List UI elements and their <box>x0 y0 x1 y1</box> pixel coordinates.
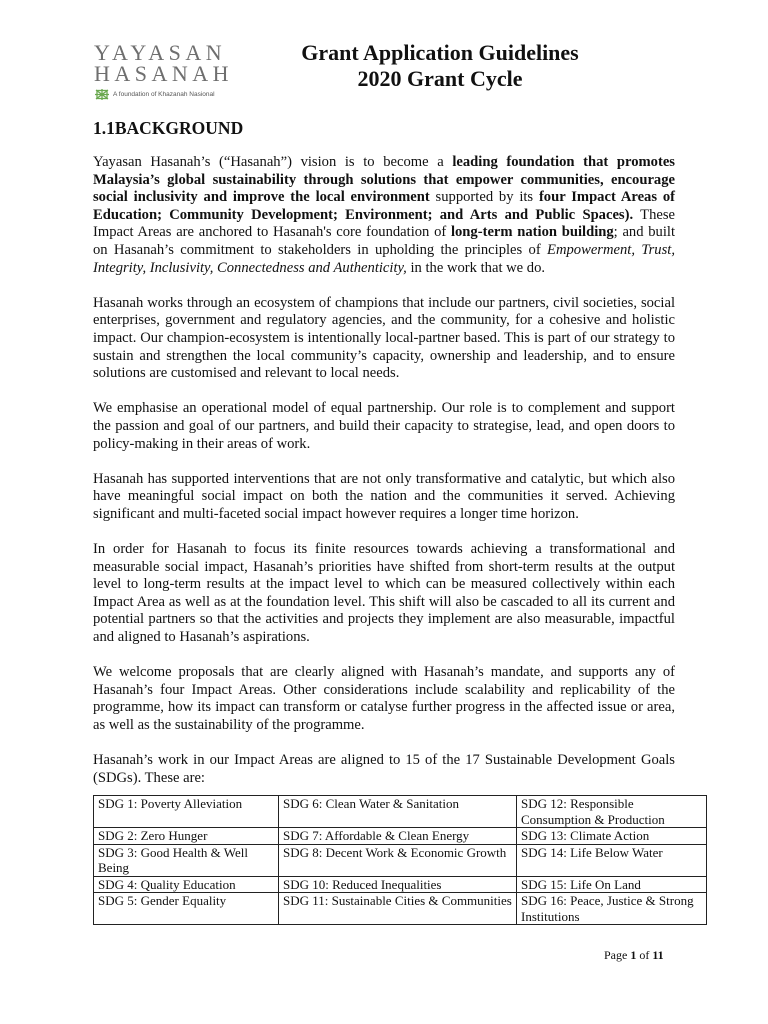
paragraph <box>93 664 675 734</box>
text-segment: We welcome proposals that are clearly aligned with Hasanah’s mandate, and supports any of Hasanah’s four Impact Areas. Other considerations include scalability and replicability of the programme, how its impact can transform or catalyse further progress in the affected issue or area, as well as the sustainability of the programme. <box>93 664 675 733</box>
logo <box>94 42 244 101</box>
text-segment: supported by its <box>429 189 539 206</box>
paragraph <box>93 400 675 453</box>
content-flow <box>93 154 707 925</box>
table-row <box>94 893 707 925</box>
table-row <box>94 844 707 876</box>
text-segment: leading foundation that promotes Malaysia’s global sustainability through solutions that empower communities, encourage social inclusivity and improve the local environment <box>93 154 675 206</box>
paragraph <box>93 471 675 524</box>
sdg-cell: SDG 1: Poverty Alleviation <box>94 796 279 828</box>
text-segment: Hasanah has supported interventions that are not only transformative and catalytic, but which also have meaningful social impact on both the nation and the communities it served. Achieving significant and multi-faceted social impact however requires a longer time horizon. <box>93 470 675 522</box>
table-row <box>94 796 707 828</box>
text-segment: long-term nation building <box>450 224 614 241</box>
sdg-cell: SDG 10: Reduced Inequalities <box>279 876 517 893</box>
text-segment: We emphasise an operational model of equal partnership. Our role is to complement and support the passion and goal of our partners, and build their capacity to strategise, lead, and open doors to policy-making in their areas of work. <box>93 400 675 452</box>
logo-line1: YAYASAN <box>94 40 227 65</box>
logo-tagline-row <box>94 88 244 101</box>
paragraph <box>93 154 675 277</box>
text-segment: Yayasan Hasanah’s (“Hasanah”) vision is to become a <box>93 154 453 170</box>
sdg-cell: SDG 12: Responsible Consumption & Production <box>517 796 707 828</box>
text-segment: Hasanah’s work in our Impact Areas are aligned to 15 of the 17 Sustainable Development Goals (SDGs). These are: <box>93 752 675 786</box>
footer-of: of <box>636 948 653 962</box>
text-segment: in the work that we do. <box>406 259 546 276</box>
sdg-cell: SDG 4: Quality Education <box>94 876 279 893</box>
page-total: 11 <box>652 948 664 962</box>
paragraph <box>93 295 675 383</box>
logo-tagline: A foundation of Khazanah Nasional <box>113 91 215 98</box>
sdg-cell: SDG 14: Life Below Water <box>517 844 707 876</box>
paragraph <box>93 752 675 787</box>
sdg-cell: SDG 5: Gender Equality <box>94 893 279 925</box>
logo-line2: HASANAH <box>94 61 234 86</box>
page-footer <box>604 948 664 963</box>
sdg-cell: SDG 13: Climate Action <box>517 828 707 845</box>
table-row <box>94 828 707 845</box>
title-line2: 2020 Grant Cycle <box>357 66 523 91</box>
page-number: 1 <box>630 948 637 962</box>
text-segment: Hasanah works through an ecosystem of champions that include our partners, civil societies, social enterprises, government and regulatory agencies, and the community, for a cohesive and holistic impact. Our champion-ecosystem is intentionally local-partner based. This is part of our strategy to sustain and strengthen the local community’s capacity, ownership and leadership, and to ensure solutions are customised and relevant to local needs. <box>93 294 675 382</box>
document-title <box>260 40 620 92</box>
logo-emblem-icon <box>94 88 110 101</box>
section-heading: 1.1BACKGROUND <box>93 118 244 138</box>
sdg-cell: SDG 3: Good Health & Well Being <box>94 844 279 876</box>
text-segment: In order for Hasanah to focus its finite resources towards achieving a transformational and measurable social impact, Hasanah’s priorities have shifted from short-term results at the output level to long-term results at the impact level to which can be measured collectively within each Impact Area as well as at the foundation level. This shift will also be cascaded to all its current and potential partners so that the activities and projects they implement are also measurable, impactful and aligned to Hasanah’s aspirations. <box>93 541 675 646</box>
sdg-cell: SDG 2: Zero Hunger <box>94 828 279 845</box>
sdg-cell: SDG 8: Decent Work & Economic Growth <box>279 844 517 876</box>
sdg-cell: SDG 11: Sustainable Cities & Communities <box>279 893 517 925</box>
footer-prefix: Page <box>604 948 631 962</box>
text-segment: ; and built on Hasanah’s commitment to stakeholders in upholding the principles of <box>93 224 676 258</box>
body-text <box>93 154 675 787</box>
text-segment: four Impact Areas of Education; Community Development; Environment; and Arts and Public Spaces). <box>93 189 675 223</box>
paragraph <box>93 541 675 647</box>
table-row <box>94 876 707 893</box>
text-segment: Empowerment, Trust, Integrity, Inclusivity, Connectedness and Authenticity, <box>93 241 675 276</box>
sdg-cell: SDG 6: Clean Water & Sanitation <box>279 796 517 828</box>
sdg-cell: SDG 15: Life On Land <box>517 876 707 893</box>
title-line1: Grant Application Guidelines <box>301 40 579 65</box>
text-segment: These Impact Areas are anchored to Hasanah's core foundation of <box>93 206 676 241</box>
sdg-cell: SDG 7: Affordable & Clean Energy <box>279 828 517 845</box>
sdg-cell: SDG 16: Peace, Justice & Strong Institutions <box>517 893 707 925</box>
sdg-table <box>93 795 707 925</box>
